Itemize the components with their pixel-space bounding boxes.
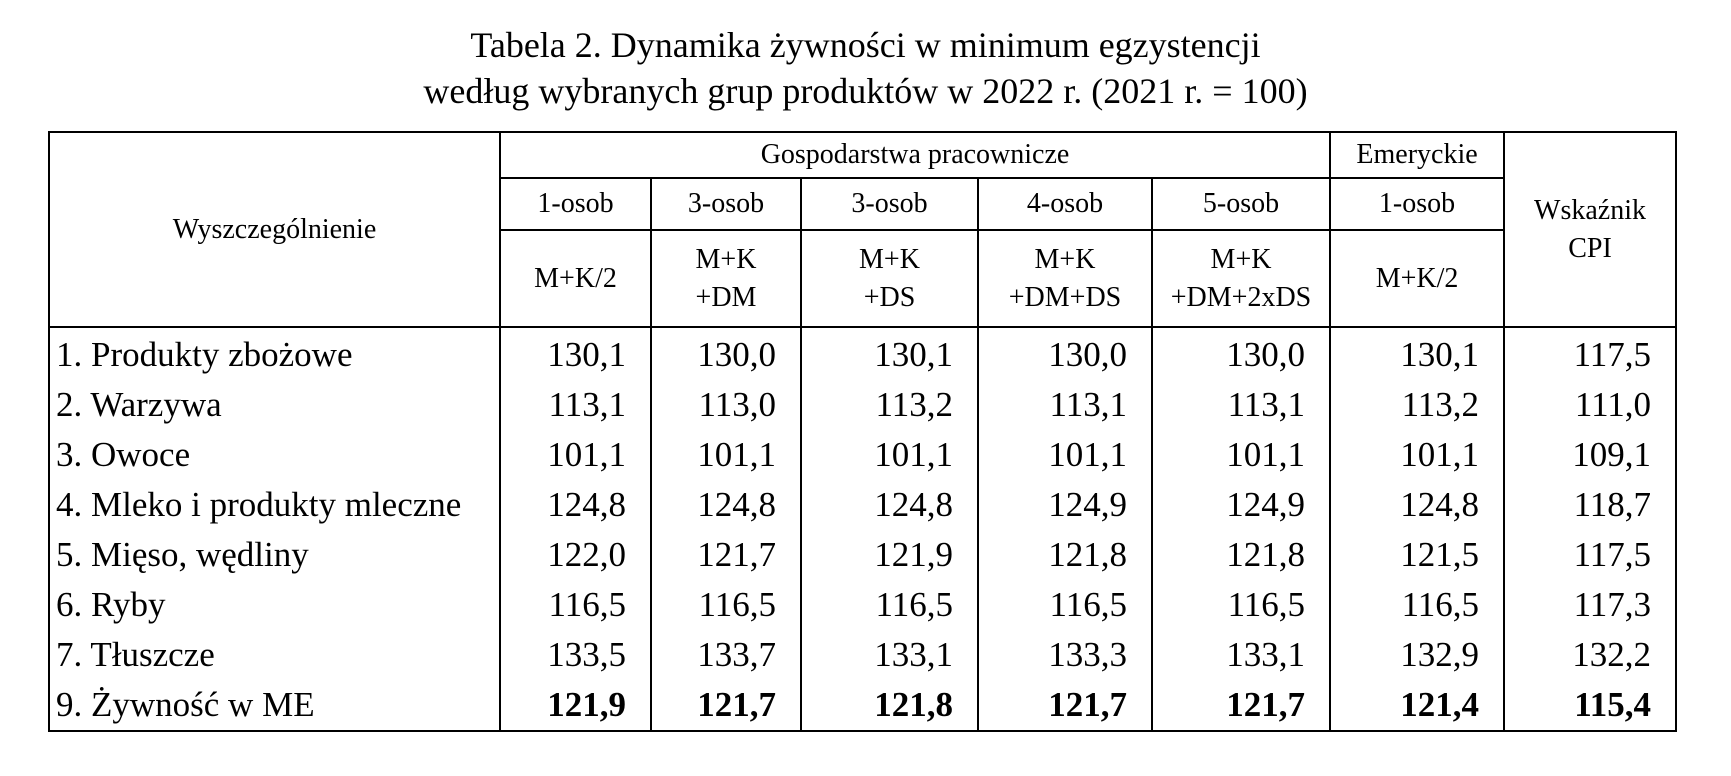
value-cell: 101,1: [978, 430, 1152, 480]
table-row: [49, 530, 1676, 580]
value-cell: 124,9: [978, 480, 1152, 530]
col-composition-header: [1152, 230, 1330, 327]
table-row: [49, 630, 1676, 680]
value-cell: 116,5: [801, 580, 978, 630]
value-cell: 113,1: [500, 380, 651, 430]
stub-header: Wyszczególnienie: [49, 132, 500, 327]
value-cell: 117,5: [1504, 530, 1676, 580]
value-cell: 133,1: [801, 630, 978, 680]
value-cell: 117,3: [1504, 580, 1676, 630]
value-cell: 130,1: [801, 327, 978, 380]
value-cell: 118,7: [1504, 480, 1676, 530]
composition-line-2: +DM: [695, 281, 757, 313]
value-cell: 121,8: [1152, 530, 1330, 580]
composition-line-1: M+K: [1210, 243, 1272, 275]
value-cell: 124,8: [500, 480, 651, 530]
group-header-workers: Gospodarstwa pracownicze: [500, 132, 1330, 178]
row-label: 7. Tłuszcze: [49, 630, 500, 680]
value-cell: 121,8: [801, 680, 978, 731]
table-title: [0, 22, 1731, 114]
value-cell: 133,1: [1152, 630, 1330, 680]
value-cell: 130,1: [1330, 327, 1504, 380]
col-size-header: 3-osob: [801, 178, 978, 230]
value-cell: 113,2: [801, 380, 978, 430]
row-label: 9. Żywność w ME: [49, 680, 500, 731]
value-cell: 101,1: [500, 430, 651, 480]
cpi-header: [1504, 132, 1676, 327]
value-cell: 111,0: [1504, 380, 1676, 430]
col-composition-header: [801, 230, 978, 327]
col-size-header: 1-osob: [1330, 178, 1504, 230]
row-label: 3. Owoce: [49, 430, 500, 480]
value-cell: 130,0: [978, 327, 1152, 380]
col-size-header: 4-osob: [978, 178, 1152, 230]
value-cell: 133,5: [500, 630, 651, 680]
value-cell: 113,1: [1152, 380, 1330, 430]
table-row: [49, 380, 1676, 430]
value-cell: 101,1: [801, 430, 978, 480]
col-composition-header: [500, 230, 651, 327]
data-table: [48, 131, 1677, 732]
composition-line-1: M+K: [695, 243, 757, 275]
composition-line-2: +DM+DS: [1008, 281, 1122, 313]
row-label: 5. Mięso, wędliny: [49, 530, 500, 580]
value-cell: 130,0: [651, 327, 801, 380]
value-cell: 121,7: [651, 530, 801, 580]
title-line-2: według wybranych grup produktów w 2022 r. (2021 r. = 100): [423, 71, 1308, 111]
value-cell: 116,5: [1152, 580, 1330, 630]
value-cell: 121,5: [1330, 530, 1504, 580]
col-size-header: 3-osob: [651, 178, 801, 230]
table-row: [49, 480, 1676, 530]
col-composition-header: [1330, 230, 1504, 327]
row-label: 4. Mleko i produkty mleczne: [49, 480, 500, 530]
composition-line-1: M+K: [1034, 243, 1096, 275]
value-cell: 121,7: [1152, 680, 1330, 731]
value-cell: 124,9: [1152, 480, 1330, 530]
title-line-1: Tabela 2. Dynamika żywności w minimum egzystencji: [470, 25, 1261, 65]
value-cell: 132,9: [1330, 630, 1504, 680]
value-cell: 121,9: [500, 680, 651, 731]
col-composition-header: [651, 230, 801, 327]
value-cell: 116,5: [500, 580, 651, 630]
cpi-header-line-2: CPI: [1568, 232, 1612, 264]
table-row: [49, 680, 1676, 731]
cpi-header-line-1: Wskaźnik: [1534, 194, 1647, 226]
table-row: [49, 430, 1676, 480]
value-cell: 121,7: [651, 680, 801, 731]
col-composition-header: [978, 230, 1152, 327]
value-cell: 101,1: [1152, 430, 1330, 480]
value-cell: 121,4: [1330, 680, 1504, 731]
value-cell: 124,8: [651, 480, 801, 530]
value-cell: 132,2: [1504, 630, 1676, 680]
value-cell: 130,1: [500, 327, 651, 380]
table-body: [49, 327, 1676, 731]
row-label: 6. Ryby: [49, 580, 500, 630]
composition-line-2: +DS: [863, 281, 916, 313]
value-cell: 116,5: [1330, 580, 1504, 630]
group-header-pensioners: Emeryckie: [1330, 132, 1504, 178]
table-row: [49, 327, 1676, 380]
value-cell: 101,1: [651, 430, 801, 480]
value-cell: 121,9: [801, 530, 978, 580]
composition-line-1: M+K/2: [534, 262, 617, 294]
value-cell: 113,2: [1330, 380, 1504, 430]
value-cell: 124,8: [801, 480, 978, 530]
value-cell: 124,8: [1330, 480, 1504, 530]
row-label: 1. Produkty zbożowe: [49, 327, 500, 380]
table-row: [49, 580, 1676, 630]
composition-line-2: +DM+2xDS: [1170, 281, 1312, 313]
value-cell: 133,3: [978, 630, 1152, 680]
col-size-header: 1-osob: [500, 178, 651, 230]
value-cell: 117,5: [1504, 327, 1676, 380]
value-cell: 109,1: [1504, 430, 1676, 480]
value-cell: 113,0: [651, 380, 801, 430]
value-cell: 121,8: [978, 530, 1152, 580]
col-size-header: 5-osob: [1152, 178, 1330, 230]
value-cell: 133,7: [651, 630, 801, 680]
row-label: 2. Warzywa: [49, 380, 500, 430]
composition-line-1: M+K/2: [1375, 262, 1459, 294]
value-cell: 115,4: [1504, 680, 1676, 731]
value-cell: 130,0: [1152, 327, 1330, 380]
value-cell: 116,5: [651, 580, 801, 630]
value-cell: 122,0: [500, 530, 651, 580]
value-cell: 113,1: [978, 380, 1152, 430]
value-cell: 101,1: [1330, 430, 1504, 480]
value-cell: 121,7: [978, 680, 1152, 731]
composition-line-1: M+K: [859, 243, 920, 275]
value-cell: 116,5: [978, 580, 1152, 630]
